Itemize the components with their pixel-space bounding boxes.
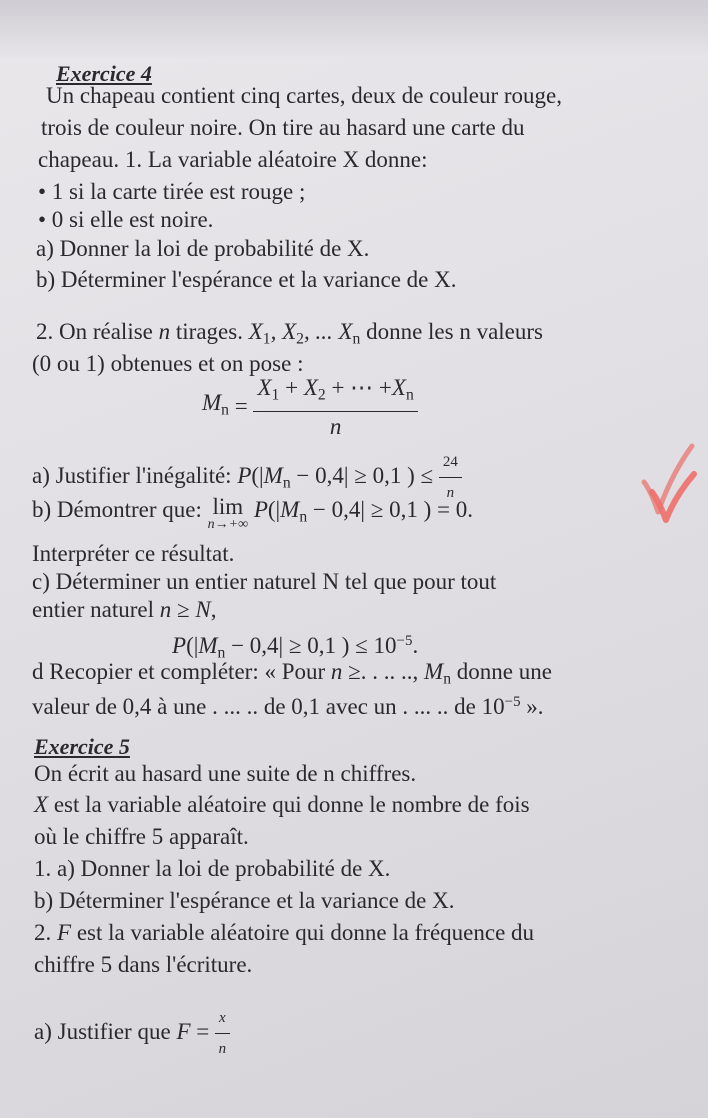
ex4-question-2c-line-2: entier naturel n ≥ N, — [32, 597, 217, 622]
ex4-bullet-red: • 1 si la carte tirée est rouge ; — [38, 179, 306, 204]
ex4-inequality-2c: $P(|M_n - 0,4| \ge 0,1$ ) ≤ $10^{-5}$. — [172, 633, 419, 662]
ex4-interpret: Interpréter ce résultat. — [32, 541, 235, 566]
ex5-question-2-line-2: chiffre 5 dans l'écriture. — [34, 952, 253, 977]
ex4-text-line-3: chapeau. 1. La variable aléatoire X donne: — [38, 147, 428, 172]
ex5-question-2a: a) Justifier que F = $\frac{x}{n}$ — [34, 1004, 230, 1063]
ex4-question-2a: a) Justifier l'inégalité: $P(|M_n - 0,4| \ge 0,1$ ) ≤ $\frac{24}{n}$ — [32, 448, 462, 507]
ex4-question-2-line-2: (0 ou 1) obtenues et on pose : — [32, 351, 304, 376]
exercise-5-title: Exercice 5 — [34, 734, 130, 759]
red-check-mark-2-icon — [648, 470, 698, 526]
ex4-text-line-2: trois de couleur noire. On tire au hasard une carte du — [41, 115, 525, 140]
ex4-question-2b: b) Démontrer que: lim n→+∞ $P(|M_n - 0,4| \ge 0,1$ ) = 0. — [32, 494, 473, 532]
ex5-question-1b: b) Déterminer l'espérance et la variance de X. — [34, 888, 455, 913]
ex4-question-2d-line-2: valeur de 0,4 à une . ... .. de 0,1 avec un . ... .. de $10^{-5}$ ». — [32, 694, 544, 720]
ex4-question-1b: b) Déterminer l'espérance et la variance de X. — [36, 267, 457, 292]
ex4-bullet-black: • 0 si elle est noire. — [38, 207, 214, 232]
ex4-question-2-intro: 2. On réalise n tirages. $X_1$, $X_2$, ... $X_n$ donne les n valeurs — [36, 319, 544, 348]
ex5-question-2-line-1: 2. F est la variable aléatoire qui donne la fréquence du — [34, 920, 535, 945]
ex5-question-1a: 1. a) Donner la loi de probabilité de X. — [34, 856, 391, 881]
ex4-text-line-1: Un chapeau contient cinq cartes, deux de couleur rouge, — [46, 83, 563, 108]
ex4-question-2d-line-1: d Recopier et compléter: « Pour n ≥. . .. .., $M_n$ donne une — [32, 659, 552, 688]
top-shadow-band — [0, 0, 708, 58]
mn-formula: $M_n$ = $\frac{X_1 + X_2 + \cdots +X_n}{n}$ — [202, 372, 418, 438]
ex5-text-line-2: X est la variable aléatoire qui donne le nombre de fois — [34, 792, 530, 817]
ex5-text-line-3: où le chiffre 5 apparaît. — [34, 824, 249, 849]
ex4-question-2c-line-1: c) Déterminer un entier naturel N tel que pour tout — [32, 569, 497, 594]
ex5-text-line-1: On écrit au hasard une suite de n chiffres. — [34, 761, 417, 786]
exercise-4-title: Exercice 4 — [56, 61, 152, 86]
ex4-question-1a: a) Donner la loi de probabilité de X. — [36, 236, 370, 261]
